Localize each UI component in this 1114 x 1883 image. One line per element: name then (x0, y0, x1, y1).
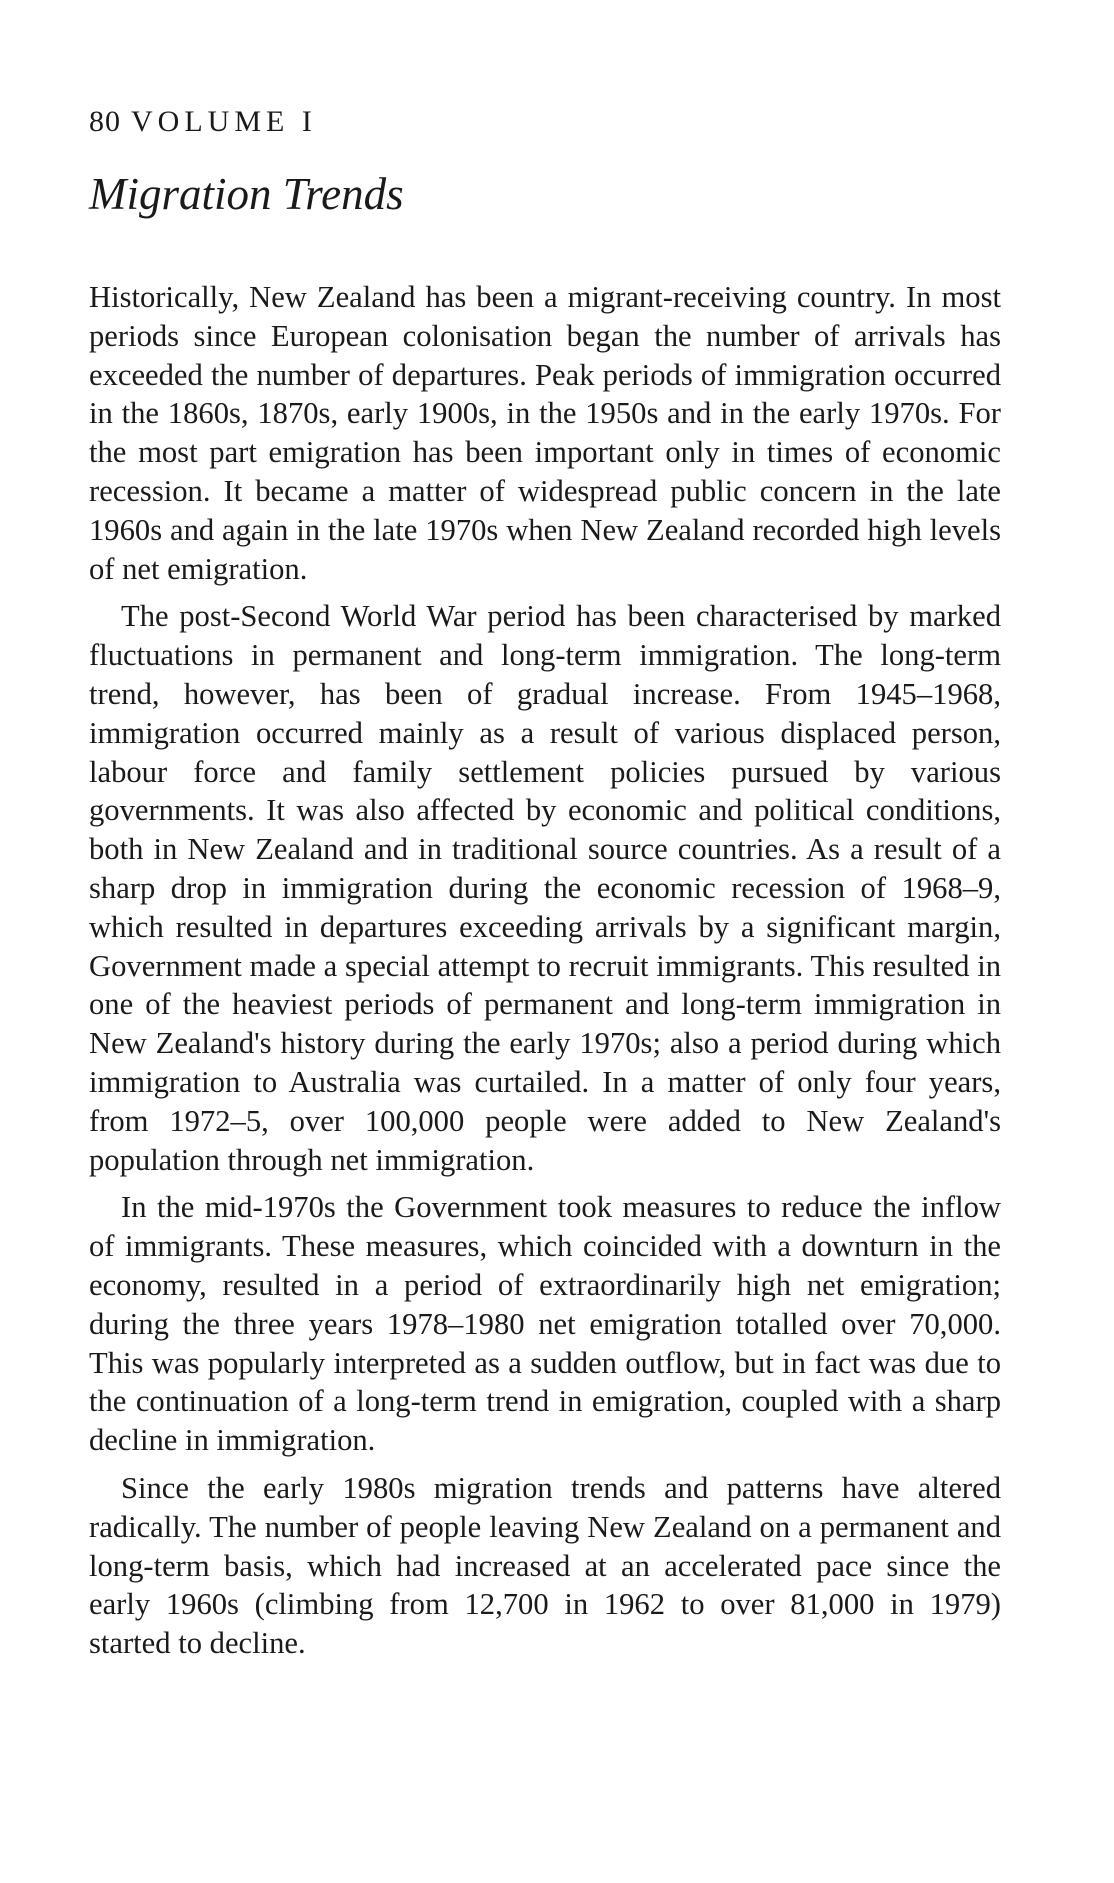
paragraph-historical-overview: Historically, New Zealand has been a migrant-receiving country. In most periods since European colonisation began the number of arrivals has exceeded the number of departures. Peak periods of immigration occurred in the 1860s, 1870s, early 1900s, in the 1950s and in the early 1970s. For the most part emigration has been important only in times of economic recession. It became a matter of widespread public concern in the late 1960s and again in the late 1970s when New Zealand recorded high levels of net emigration. (89, 280, 1001, 586)
paragraph-mid-1970s: In the mid-1970s the Government took measures to reduce the inflow of immigrants. These measures, which coincided with a downturn in the economy, resulted in a period of extraordinarily high net emigration; during the three years 1978–1980 net emigration totalled over 70,000. This was popularly interpreted as a sudden outflow, but in fact was due to the continuation of a long-term trend in emigration, coupled with a sharp decline in immigration. (89, 1190, 1001, 1458)
page-number: 80 (89, 105, 121, 138)
volume-label: VOLUME I (131, 105, 317, 138)
running-head (89, 107, 317, 137)
section-title: Migration Trends (89, 169, 404, 219)
body-text (89, 278, 1001, 1672)
paragraph-early-1980s: Since the early 1980s migration trends and patterns have altered radically. The number of people leaving New Zealand on a permanent and long-term basis, which had increased at an accelerated pace since the early 1960s (climbing from 12,700 in 1962 to over 81,000 in 1979) started to decline. (89, 1470, 1001, 1661)
paragraph-post-war-period: The post-Second World War period has been characterised by marked fluctuations in permanent and long-term immigration. The long-term trend, however, has been of gradual increase. From 1945–1968, immigration occurred mainly as a result of various displaced person, labour force and family settlement policies pursued by various governments. It was also affected by economic and political conditions, both in New Zealand and in traditional source countries. As a result of a sharp drop in immigration during the economic recession of 1968–9, which resulted in departures exceeding arrivals by a significant margin, Government made a special attempt to recruit immigrants. This resulted in one of the heaviest periods of permanent and long-term immigration in New Zealand's history during the early 1970s; also a period during which immigration to Australia was curtailed. In a matter of only four years, from 1972–5, over 100,000 people were added to New Zealand's population through net immigration. (89, 599, 1001, 1177)
